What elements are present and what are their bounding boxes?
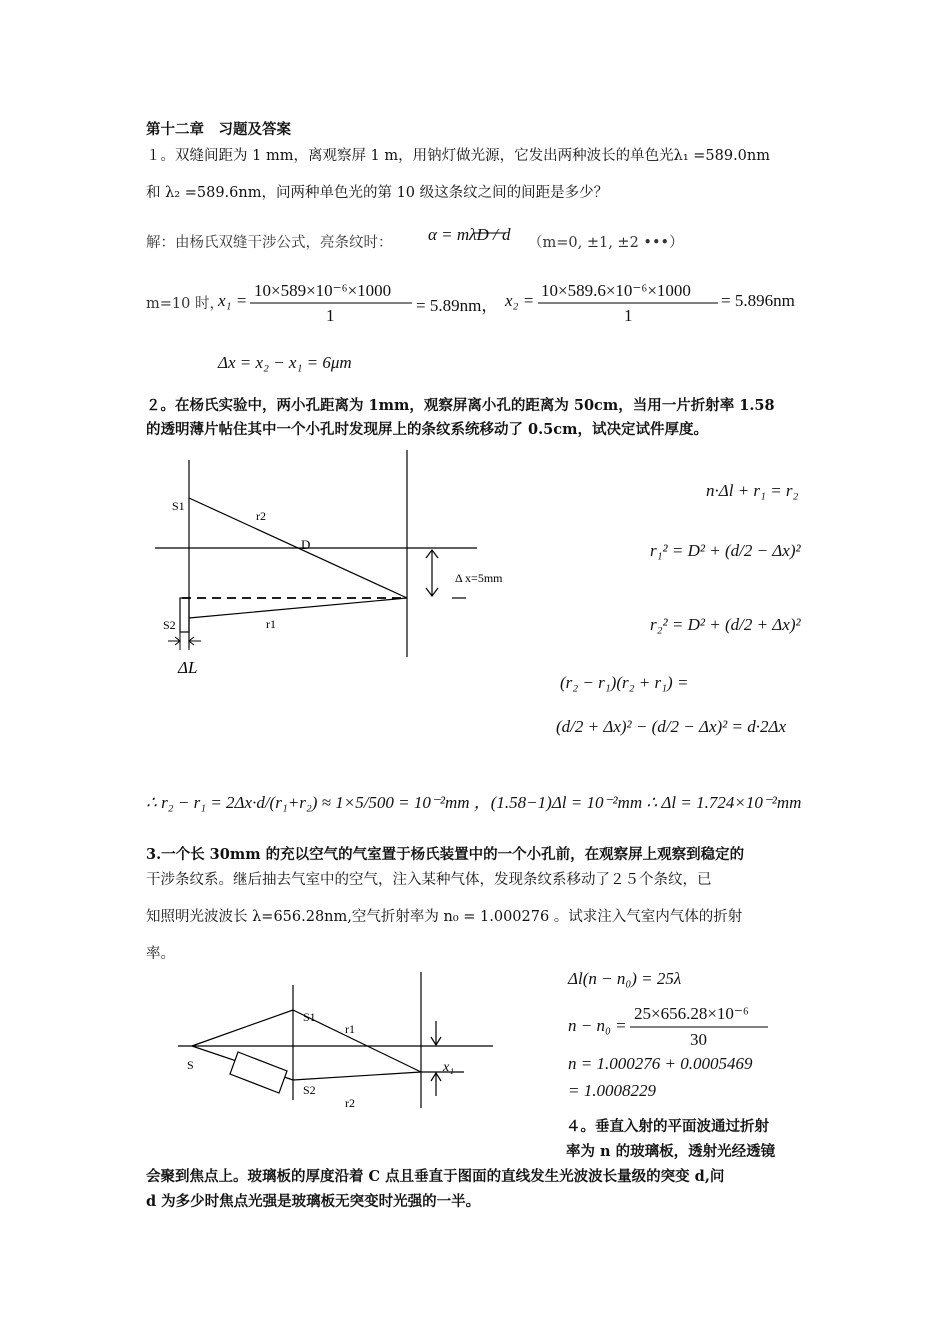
problem-3-text-1: 3.一个长 30mm 的充以空气的气室置于杨氏装置中的一个小孔前，在观察屏上观察到稳定的 (146, 846, 745, 863)
x2-denominator: 1 (624, 306, 633, 325)
ray-r2-3 (293, 1072, 421, 1080)
p2-eq-1: n·Δl + r₁ = r₂ (706, 481, 799, 500)
label-s2: S2 (163, 618, 176, 632)
formula-fringe: α = mλD / d (428, 225, 511, 244)
p2-eq-4: (r₂ − r₁)(r₂ + r₁) = (560, 673, 689, 692)
problem-4-line-3: 会聚到焦点上。玻璃板的厚度沿着 C 点且垂直于图面的直线发生光波波长量级的突变 d,问 (146, 1168, 725, 1185)
problem-3-line-2: 干涉条纹系。继后抽去气室中的空气，注入某种气体，发现条纹系移动了２５个条纹，已 (146, 872, 712, 888)
label-s1: S1 (172, 499, 185, 513)
m-values: （m=0, ±1, ±2 •••） (528, 235, 684, 251)
x1-result: = 5.89nm， (416, 296, 499, 315)
problem-1-line-1: １。双缝间距为 1 mm，离观察屏 1 m，用钠灯做光源，它发出两种波长的单色光λ₁ =589.0nm (146, 148, 770, 164)
p2-eq-3: r₂² = D² + (d/2 + Δx)² (650, 615, 801, 634)
problem-2-line-2: 的透明薄片帖住其中一个小孔时发现屏上的条纹系统移动了 0.5cm，试决定试件厚度。 (146, 421, 708, 438)
p2-result: ∴ r₂ − r₁ = 2Δx·d/(r₁+r₂) ≈ 1×5/500 = 10⁻²mm ，(1.58−1)Δl = 10⁻²mm ∴ Δl = 1.724×10⁻²mm (146, 793, 802, 812)
p3-eq-3: n = 1.000276 + 0.0005469 (568, 1054, 753, 1073)
page-title: 第十二章 习题及答案 (146, 121, 291, 138)
gas-chamber (230, 1052, 287, 1093)
p3-eq-4: = 1.0008229 (568, 1081, 656, 1100)
p2-eq-2: r₁² = D² + (d/2 − Δx)² (650, 541, 801, 560)
problem-4-line-4: d 为多少时焦点光强是玻璃板无突变时光强的一半。 (146, 1193, 481, 1210)
solution-1-intro: 解：由杨氏双缝干涉公式，亮条纹时： (146, 235, 393, 251)
x1-numerator: 10×589×10⁻⁶×1000 (254, 281, 392, 300)
label-s1-3: S1 (303, 1010, 316, 1024)
problem-2-line-1: ２。在杨氏实验中，两小孔距离为 1mm，观察屏离小孔的距离为 50cm，当用一片折射率 1.58 (146, 397, 775, 414)
label-s2-3: S2 (303, 1083, 316, 1097)
problem-1-line-2: 和 λ₂ =589.6nm，问两种单色光的第 10 级这条纹之间的间距是多少？ (146, 185, 609, 201)
p3-eq-2-denominator: 30 (690, 1030, 707, 1049)
problem-3-line-3: 知照明光波波长 λ=656.28nm,空气折射率为 n₀ = 1.000276 。试求注入气室内气体的折射 (146, 909, 743, 925)
label-x1: x₁ (443, 1060, 455, 1075)
label-r1: r1 (266, 617, 276, 631)
label-d: D (301, 537, 311, 552)
thin-plate (180, 598, 189, 632)
label-r2: r2 (256, 509, 266, 523)
x1-denominator: 1 (326, 306, 335, 325)
p3-eq-2-numerator: 25×656.28×10⁻⁶ (634, 1004, 749, 1023)
label-r1-3: r1 (345, 1022, 355, 1036)
label-s: S (187, 1058, 194, 1072)
x2-result: = 5.896nm (721, 291, 795, 310)
problem-3-line-4: 率。 (146, 946, 175, 962)
problem-4-line-2: 率为 n 的玻璃板，透射光经透镜 (566, 1143, 776, 1160)
m10-label: m=10 时， (146, 296, 224, 312)
x2-numerator: 10×589.6×10⁻⁶×1000 (541, 281, 691, 300)
p3-eq-1: Δl(n − n₀) = 25λ (568, 969, 682, 988)
x2-symbol: x₂ = (505, 291, 535, 310)
ray-s-s1 (192, 1010, 293, 1046)
figure-gas-chamber (178, 972, 493, 1110)
problem-4-line-1: ４。垂直入射的平面波通过折射 (566, 1118, 769, 1135)
ray-r1 (189, 598, 407, 618)
p3-eq-2-lhs: n − n₀ = (568, 1016, 627, 1035)
label-r2-3: r2 (345, 1096, 355, 1110)
figure-young-double-slit (155, 450, 503, 677)
p2-eq-5: (d/2 + Δx)² − (d/2 − Δx)² = d·2Δx (556, 717, 786, 736)
delta-x-result: Δx = x₂ − x₁ = 6μm (218, 353, 352, 372)
x1-symbol: x₁ = (218, 291, 248, 310)
label-dx: Δ x=5mm (455, 571, 503, 585)
label-dl: ΔL (178, 658, 198, 677)
